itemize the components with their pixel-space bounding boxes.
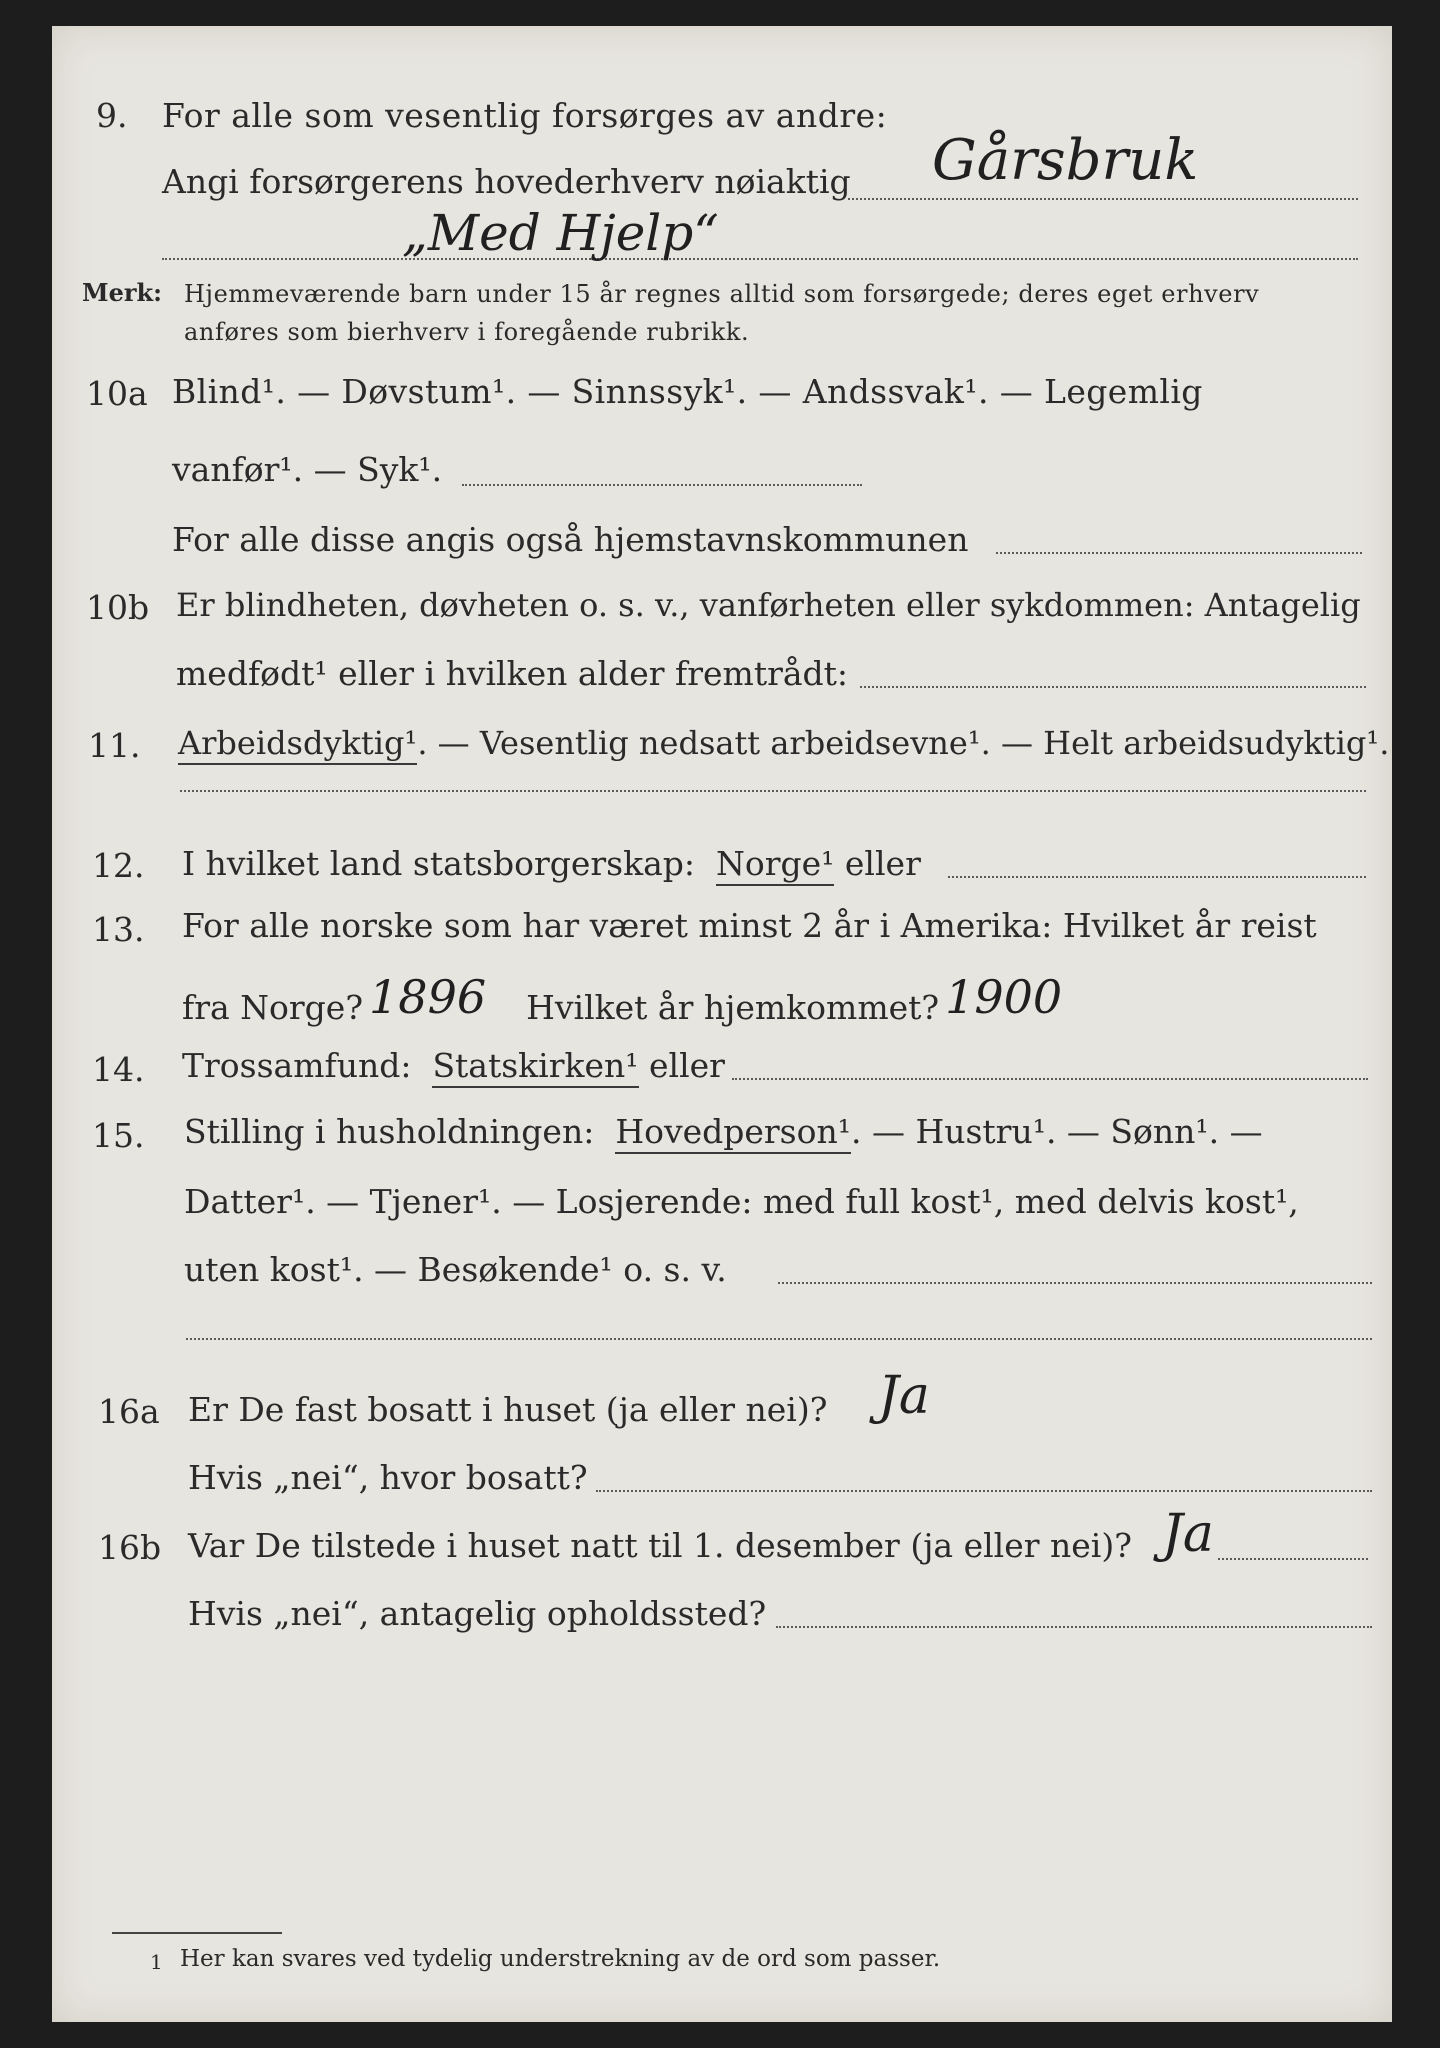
q13-year-return: 1900 — [945, 970, 1063, 1024]
q15-line2: Datter¹. — Tjener¹. — Losjerende: med full kost¹, med delvis kost¹, — [184, 1182, 1299, 1221]
q15-underlined-answer: Hovedperson¹ — [615, 1112, 851, 1154]
q10b-line2: medfødt¹ eller i hvilken alder fremtrådt: — [176, 654, 849, 693]
q9-number: 9. — [96, 96, 128, 135]
merk-line2: anføres som bierhverv i foregående rubrikk. — [184, 318, 750, 346]
census-form-page — [52, 26, 1392, 2022]
q10a-line1: Blind¹. — Døvstum¹. — Sinnssyk¹. — Andssvak¹. — Legemlig — [172, 372, 1203, 411]
q14-post: eller — [649, 1046, 725, 1085]
q13-line1: For alle norske som har været minst 2 år i Amerika: Hvilket år reist — [182, 906, 1317, 945]
q10a-fill-line1 — [462, 484, 862, 486]
q9-line2: Angi forsørgerens hovederhverv nøiaktig — [162, 162, 851, 201]
q10b-line1: Er blindheten, døvheten o. s. v., vanførheten eller sykdommen: Antagelig — [176, 586, 1361, 624]
q12-number: 12. — [92, 846, 145, 885]
q13-number: 13. — [92, 910, 145, 949]
q13-year-left: 1896 — [369, 970, 487, 1024]
q14-pre: Trossamfund: — [182, 1046, 412, 1085]
q11-line — [178, 724, 1389, 762]
q14-number: 14. — [92, 1050, 145, 1089]
q16a-number: 16a — [98, 1392, 160, 1431]
q9-fill-line1 — [848, 198, 1358, 200]
q14-fill-line — [732, 1078, 1368, 1080]
q10a-fill-line2 — [996, 552, 1362, 554]
q14-underlined-answer: Statskirken¹ — [432, 1046, 638, 1088]
q12-pre: I hvilket land statsborgerskap: — [182, 844, 696, 883]
q11-rest: . — Vesentlig nedsatt arbeidsevne¹. — Helt arbeidsudyktig¹. — [417, 724, 1390, 762]
q15-line3: uten kost¹. — Besøkende¹ o. s. v. — [184, 1250, 727, 1289]
q12-line — [182, 844, 921, 883]
q12-underlined-answer: Norge¹ — [716, 844, 834, 886]
q10b-number: 10b — [86, 588, 150, 627]
q16a-line1: Er De fast bosatt i huset (ja eller nei)? — [188, 1390, 828, 1429]
q15-line1 — [184, 1112, 1263, 1151]
q16a-handwritten-answer: Ja — [878, 1366, 930, 1426]
q10a-line2: vanfør¹. — Syk¹. — [172, 450, 443, 489]
q16b-handwritten-answer: Ja — [1162, 1504, 1214, 1564]
q11-underlined-answer: Arbeidsdyktig¹ — [178, 724, 417, 765]
q12-post: eller — [844, 844, 921, 883]
q16b-fill-line2 — [776, 1626, 1372, 1628]
q12-fill-line — [948, 876, 1366, 878]
q9-fill-line2 — [162, 258, 1358, 260]
q15-rest1: . — Hustru¹. — Sønn¹. — — [850, 1112, 1263, 1151]
q9-handwritten-answer2: „Med Hjelp“ — [402, 204, 719, 262]
q16b-line2: Hvis „nei“, antagelig opholdssted? — [188, 1594, 767, 1633]
merk-label: Merk: — [82, 278, 162, 307]
footnote-mark: 1 — [150, 1950, 163, 1974]
q16b-line1: Var De tilstede i huset natt til 1. desember (ja eller nei)? — [188, 1526, 1132, 1565]
q9-handwritten-answer1: Gårsbruk — [932, 128, 1199, 193]
q11-number: 11. — [88, 726, 141, 765]
q15-number: 15. — [92, 1116, 145, 1155]
q10b-fill-line — [860, 686, 1366, 688]
footnote-rule — [112, 1932, 282, 1934]
q15-pre: Stilling i husholdningen: — [184, 1112, 595, 1151]
q10a-line3: For alle disse angis også hjemstavnskommunen — [172, 520, 969, 559]
q13-line2 — [182, 970, 1063, 1030]
footnote-text: Her kan svares ved tydelig understrekning av de ord som passer. — [180, 1946, 941, 1972]
q10a-number: 10a — [86, 374, 148, 413]
q16a-fill-line — [596, 1490, 1372, 1492]
q11-fill-line — [180, 790, 1366, 792]
merk-line1: Hjemmeværende barn under 15 år regnes alltid som forsørgede; deres eget erhverv — [184, 280, 1260, 308]
q9-line1: For alle som vesentlig forsørges av andre: — [162, 96, 888, 135]
q13-pre: fra Norge? — [182, 988, 364, 1027]
q13-mid: Hvilket år hjemkommet? — [526, 988, 940, 1027]
q14-line — [182, 1046, 725, 1085]
q16b-number: 16b — [98, 1528, 162, 1567]
q15-fill-line2 — [186, 1338, 1372, 1340]
q16b-fill-line1 — [1218, 1558, 1368, 1560]
q15-fill-line1 — [778, 1282, 1372, 1284]
q16a-line2: Hvis „nei“, hvor bosatt? — [188, 1458, 588, 1497]
